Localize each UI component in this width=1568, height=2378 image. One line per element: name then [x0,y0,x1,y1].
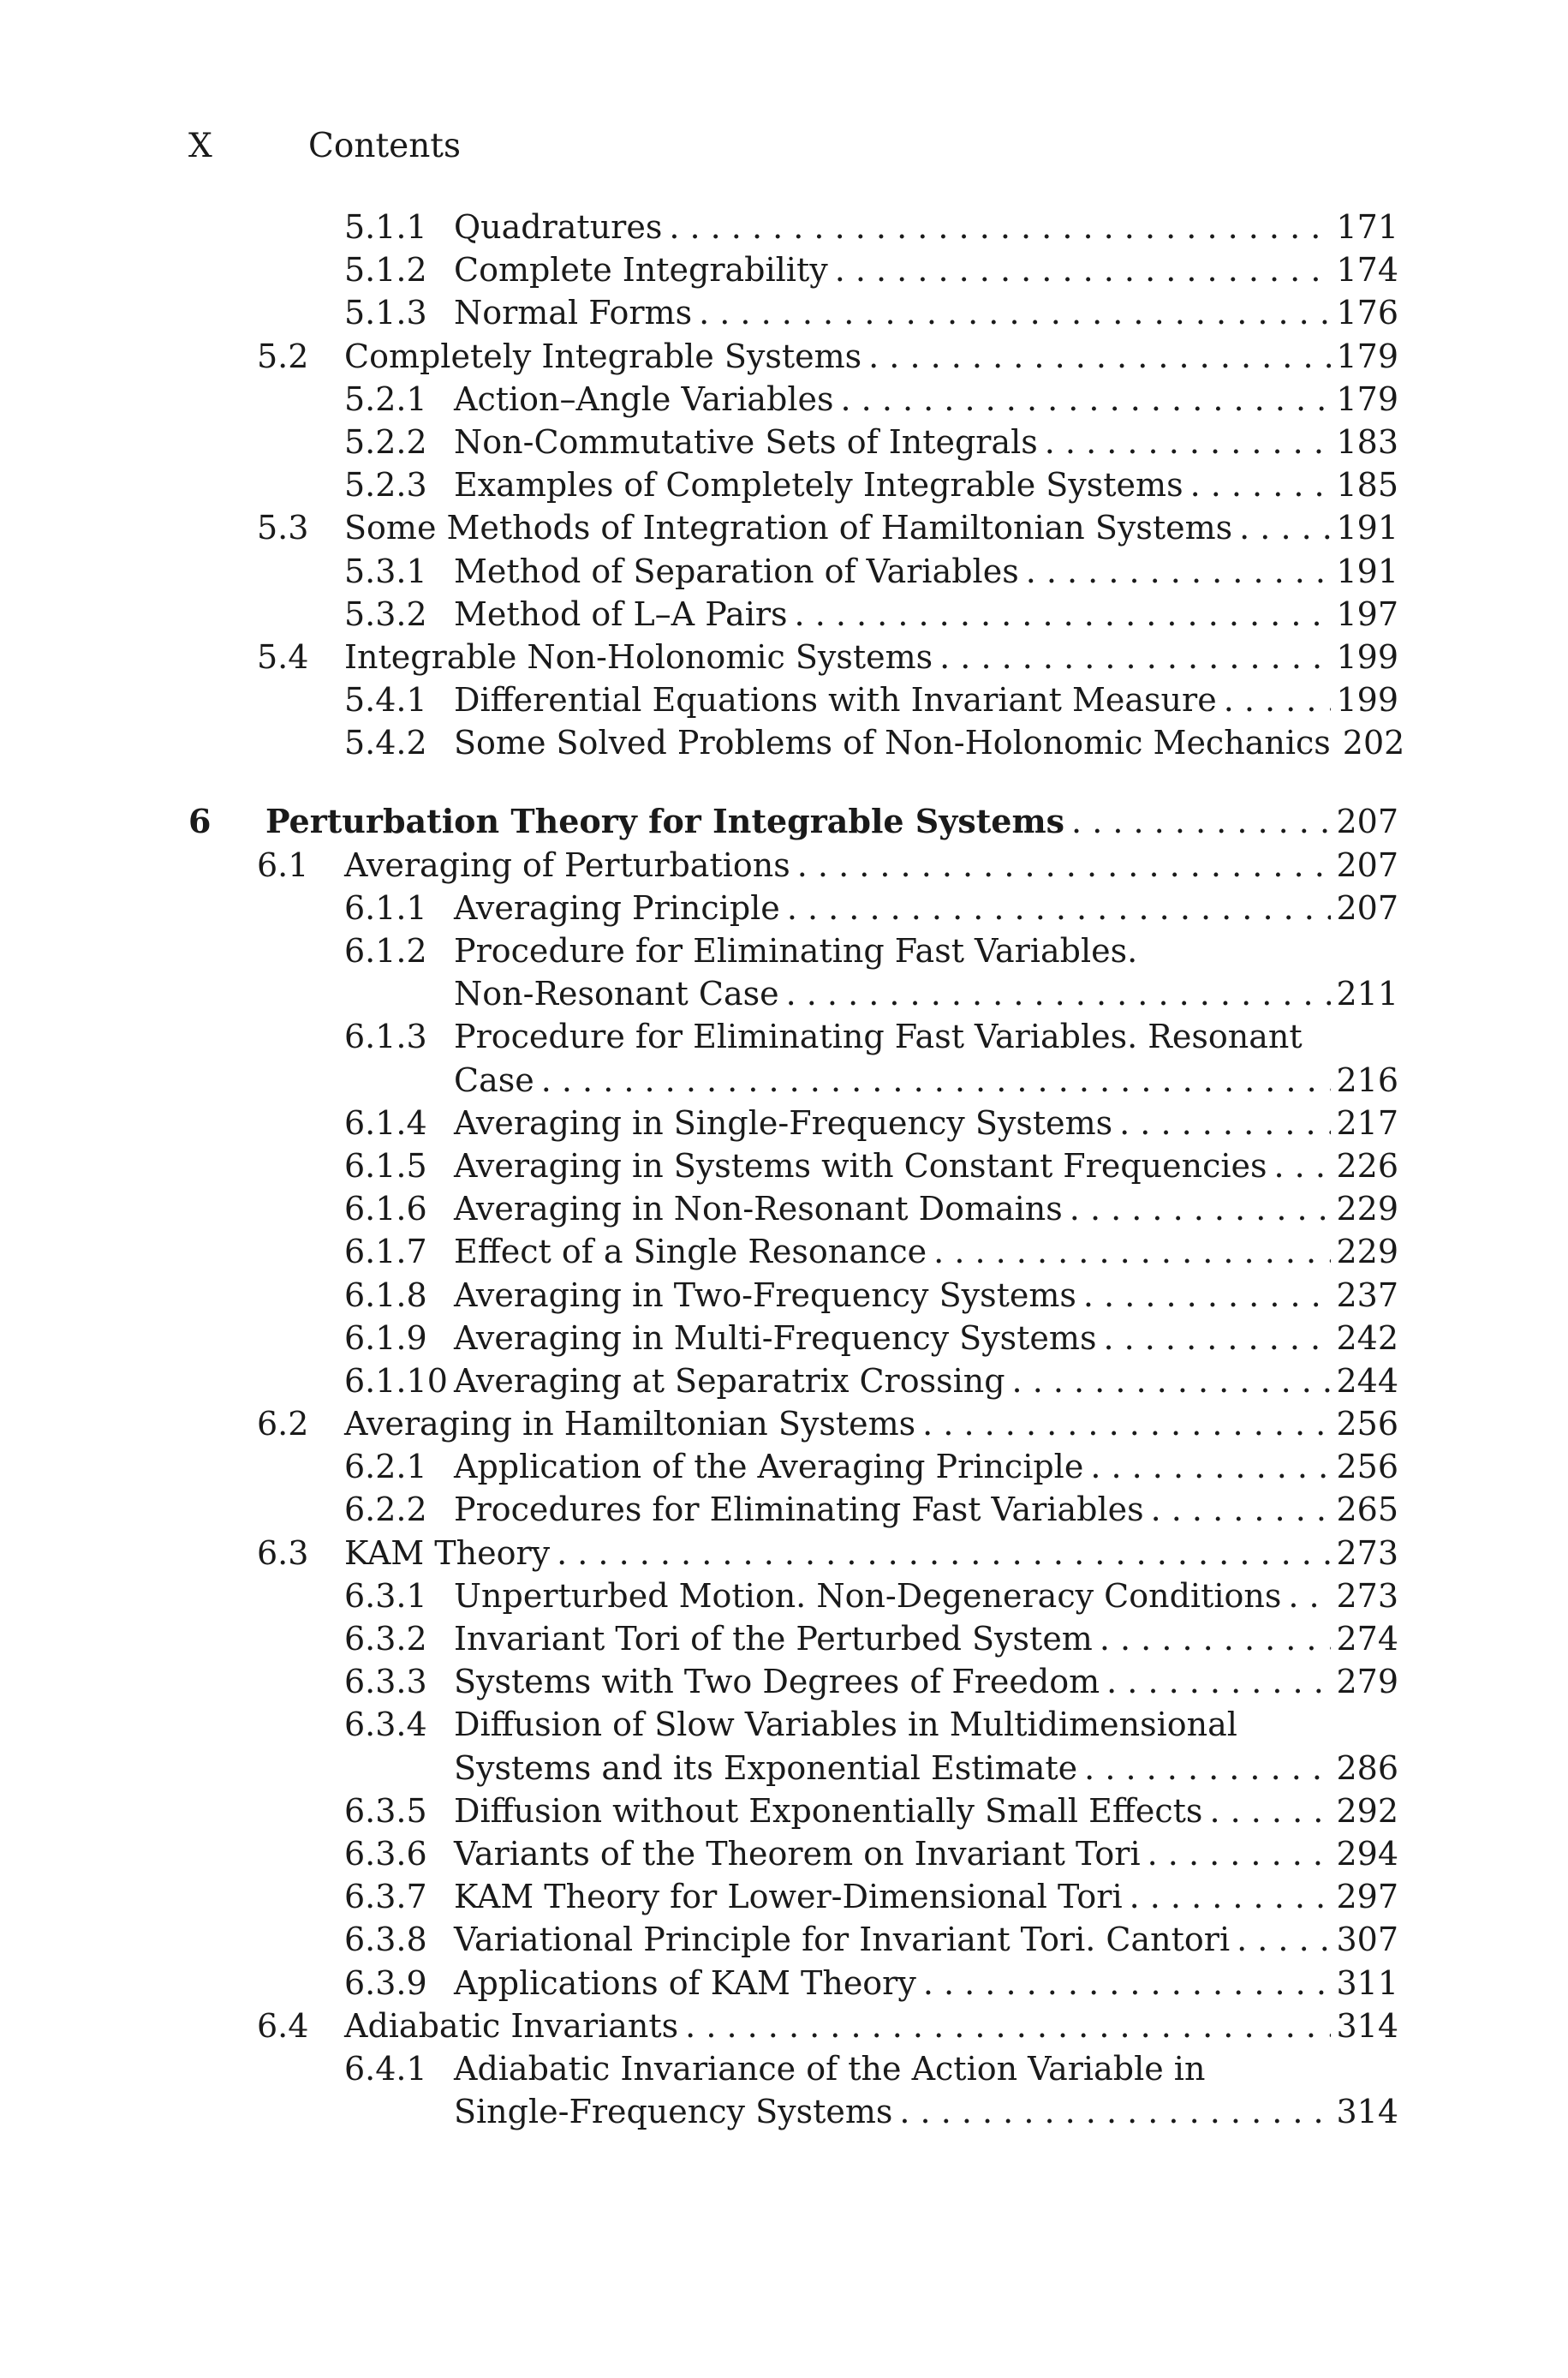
toc-entry-page: 242 [1336,1318,1398,1357]
toc-entry-number: 6 [188,802,212,841]
toc-entry-page: 211 [1336,975,1398,1013]
toc-entry-number: 6.1.8 [344,1276,427,1314]
toc-entry-title: Averaging in Two-Frequency Systems [454,1276,1076,1314]
toc-entry-title: Averaging in Multi-Frequency Systems [454,1318,1097,1357]
toc-entry-title: Averaging of Perturbations [344,845,790,884]
toc-entry-number: 5.2.2 [344,422,427,461]
toc-entry-title: Averaging in Non-Resonant Domains [454,1190,1063,1228]
dot-leader [1239,506,1331,549]
toc-entry-number: 6.3.4 [344,1706,427,1744]
toc-entry-title: KAM Theory for Lower-Dimensional Tori [454,1878,1123,1916]
toc-entry-title: Complete Integrability [454,251,828,290]
toc-entry [0,1230,1568,1273]
toc-entry-page: 273 [1336,1533,1398,1572]
toc-entry-number: 6.3 [257,1533,309,1572]
toc-entry-page: 216 [1336,1061,1398,1099]
toc-entry [0,887,1568,929]
toc-entry-number: 5.2 [257,337,309,375]
toc-entry-title: Procedures for Eliminating Fast Variables [454,1491,1144,1529]
dot-leader [1274,1144,1332,1187]
toc-entry [0,291,1568,334]
toc-entry-title: Single-Frequency Systems [454,2093,893,2131]
toc-entry-page: 207 [1336,845,1398,884]
toc-entry-number: 6.1.9 [344,1318,427,1357]
toc-entry-title: Method of Separation of Variables [454,552,1019,590]
toc-entry [0,378,1568,421]
toc-entry-number: 6.1.5 [344,1146,427,1185]
toc-entry-title: Systems with Two Degrees of Freedom [454,1663,1100,1701]
toc-entry [0,929,1568,972]
toc-entry-title: Variational Principle for Invariant Tori. Cantori [454,1921,1231,1959]
toc-entry [0,636,1568,678]
toc-entry-page: 191 [1336,552,1398,590]
toc-entry-page: 207 [1336,888,1398,927]
toc-entry-page: 279 [1336,1663,1398,1701]
table-of-contents [0,206,1568,2133]
dot-leader [1190,463,1332,506]
toc-entry-page: 199 [1336,681,1398,720]
dot-leader [1148,1832,1332,1875]
dot-leader [1237,1918,1331,1961]
toc-entry-page: 174 [1336,251,1398,290]
dot-leader [557,1532,1331,1574]
toc-entry [0,1359,1568,1402]
dot-leader [797,844,1332,887]
toc-entry-title: Variants of the Theorem on Invariant Tori [454,1834,1141,1873]
toc-entry-number: 5.1.3 [344,294,427,332]
toc-entry-title: Unperturbed Motion. Non-Degeneracy Conditions [454,1576,1282,1615]
toc-entry-page: 311 [1336,1963,1398,2002]
dot-leader [1090,1445,1331,1488]
dot-leader [1070,1187,1332,1230]
dot-leader [541,1059,1332,1102]
toc-entry-number: 6.1.6 [344,1190,427,1228]
toc-entry [0,1015,1568,1058]
toc-entry-title: Examples of Completely Integrable Systems [454,466,1183,505]
toc-entry-page: 199 [1336,637,1398,676]
toc-entry-number: 5.1.2 [344,251,427,290]
toc-entry-page: 179 [1336,379,1398,418]
toc-entry-page: 183 [1336,422,1398,461]
toc-entry-page: 244 [1336,1361,1398,1400]
toc-entry-number: 6.3.3 [344,1663,427,1701]
toc-entry-title: Averaging in Systems with Constant Frequencies [454,1146,1267,1185]
toc-entry [0,1445,1568,1488]
toc-entry-number: 5.3.1 [344,552,427,590]
toc-entry-title: Some Methods of Integration of Hamiltonian Systems [344,509,1233,547]
toc-entry [0,1962,1568,2005]
toc-entry-page: 229 [1336,1190,1398,1228]
toc-entry-number: 5.4.1 [344,681,427,720]
toc-entry-number: 6.1.3 [344,1018,427,1056]
toc-entry [0,1102,1568,1144]
dot-leader [868,335,1331,378]
page-numeral: X [188,127,212,165]
toc-entry [0,248,1568,291]
toc-entry-title: Averaging in Single-Frequency Systems [454,1103,1113,1142]
toc-entry-number: 6.2.2 [344,1491,427,1529]
toc-entry-page: 297 [1336,1878,1398,1916]
dot-leader [1045,421,1332,463]
dot-leader [922,1402,1331,1445]
toc-entry-number: 6.3.5 [344,1791,427,1830]
toc-entry-number: 5.3 [257,509,309,547]
toc-entry-title: KAM Theory [344,1533,551,1572]
dot-leader [1119,1102,1331,1144]
toc-entry-page: 292 [1336,1791,1398,1830]
toc-entry-page: 307 [1336,1921,1398,1959]
toc-entry-title: Differential Equations with Invariant Measure [454,681,1217,720]
toc-entry [0,1402,1568,1445]
toc-entry-title: Diffusion of Slow Variables in Multidimensional [454,1706,1237,1744]
toc-entry [0,1059,1568,1102]
toc-entry-title: Completely Integrable Systems [344,337,862,375]
toc-entry-number: 6.2.1 [344,1448,427,1486]
dot-leader [1071,800,1331,843]
toc-entry [0,844,1568,887]
toc-entry-page: 171 [1336,208,1398,246]
toc-entry-title: Adiabatic Invariance of the Action Variable in [454,2049,1206,2088]
dot-leader [899,2090,1331,2133]
toc-entry [0,1660,1568,1703]
toc-entry-number: 6.3.6 [344,1834,427,1873]
toc-entry-title: Systems and its Exponential Estimate [454,1748,1078,1787]
toc-entry-title: Some Solved Problems of Non-Holonomic Mechanics [454,724,1331,762]
dot-leader [685,2005,1331,2047]
toc-entry-page: 226 [1336,1146,1398,1185]
toc-entry [0,593,1568,636]
toc-entry-number: 5.4 [257,637,309,676]
toc-entry-page: 176 [1336,294,1398,332]
toc-entry-number: 5.3.2 [344,594,427,633]
toc-entry-number: 6.3.7 [344,1878,427,1916]
toc-entry-page: 286 [1336,1748,1398,1787]
toc-entry [0,1317,1568,1359]
toc-entry-title: Integrable Non-Holonomic Systems [344,637,933,676]
toc-entry-title: Quadratures [454,208,663,246]
toc-entry-number: 6.1.4 [344,1103,427,1142]
dot-leader [1103,1317,1331,1359]
toc-entry-number: 5.1.1 [344,208,427,246]
toc-entry [0,972,1568,1015]
dot-leader [1012,1359,1332,1402]
dot-leader [669,206,1331,248]
dot-leader [1288,1574,1331,1617]
dot-leader [1106,1660,1331,1703]
toc-entry-page: 314 [1336,2006,1398,2045]
toc-entry-page: 207 [1336,803,1398,841]
toc-entry-number: 6.1.1 [344,888,427,927]
toc-entry [0,1875,1568,1918]
dot-leader [939,636,1331,678]
dot-leader [1224,678,1332,721]
toc-entry [0,550,1568,593]
toc-entry [0,1832,1568,1875]
toc-entry [0,1617,1568,1660]
toc-entry-number: 6.4 [257,2006,309,2045]
toc-entry-number: 6.3.1 [344,1576,427,1615]
toc-entry-number: 6.1.10 [344,1361,448,1400]
toc-entry-title: Non-Commutative Sets of Integrals [454,422,1038,461]
toc-entry-page: 274 [1336,1620,1398,1658]
dot-leader [1130,1875,1332,1918]
toc-entry [0,721,1568,764]
toc-entry-page: 256 [1336,1405,1398,1443]
toc-entry [0,206,1568,248]
toc-entry [0,1918,1568,1961]
toc-entry-page: 265 [1336,1491,1398,1529]
toc-entry-number: 6.3.9 [344,1963,427,2002]
dot-leader [923,1962,1332,2005]
dot-leader [1026,550,1332,593]
toc-entry [0,2047,1568,2090]
toc-entry-page: 294 [1336,1834,1398,1873]
toc-entry [0,1488,1568,1531]
toc-entry [0,421,1568,463]
toc-entry [0,800,1568,843]
toc-entry-number: 6.4.1 [344,2049,427,2088]
toc-entry [0,1532,1568,1574]
running-header [188,127,461,165]
toc-entry-page: 202 [1342,724,1405,762]
dot-leader [1100,1617,1332,1660]
dot-leader [835,248,1332,291]
toc-entry [0,1703,1568,1746]
toc-entry-page: 185 [1336,466,1398,505]
toc-entry-title: Perturbation Theory for Integrable Systems [265,802,1065,841]
toc-entry-title: Invariant Tori of the Perturbed System [454,1620,1093,1658]
toc-entry-page: 197 [1336,594,1398,633]
toc-entry-page: 256 [1336,1448,1398,1486]
dot-leader [1083,1274,1332,1317]
toc-entry-title: Averaging in Hamiltonian Systems [344,1405,916,1443]
toc-entry [0,1574,1568,1617]
toc-entry-title: Application of the Averaging Principle [454,1448,1084,1486]
dot-leader [786,972,1332,1015]
toc-entry-number: 6.3.8 [344,1921,427,1959]
dot-leader [795,593,1332,636]
toc-entry-number: 6.1.2 [344,932,427,970]
toc-entry-title: Action–Angle Variables [454,379,834,418]
toc-entry-number: 5.2.3 [344,466,427,505]
toc-entry [0,2090,1568,2133]
toc-entry [0,506,1568,549]
toc-entry-page: 314 [1336,2093,1398,2131]
toc-entry [0,2005,1568,2047]
toc-entry-number: 6.2 [257,1405,309,1443]
toc-entry-title: Non-Resonant Case [454,975,779,1013]
toc-entry-page: 191 [1336,509,1398,547]
toc-entry-title: Normal Forms [454,294,693,332]
toc-entry-page: 229 [1336,1233,1398,1271]
toc-entry-title: Procedure for Eliminating Fast Variables. [454,932,1138,970]
toc-entry [0,463,1568,506]
toc-entry-page: 217 [1336,1103,1398,1142]
running-title: Contents [308,127,461,165]
toc-entry-title: Averaging at Separatrix Crossing [454,1361,1005,1400]
toc-entry-title: Method of L–A Pairs [454,594,788,633]
toc-entry-number: 6.1.7 [344,1233,427,1271]
toc-entry [0,1274,1568,1317]
toc-entry-title: Averaging Principle [454,888,780,927]
toc-entry [0,1144,1568,1187]
dot-leader [787,887,1332,929]
dot-leader [1084,1747,1331,1789]
toc-entry-number: 5.2.1 [344,379,427,418]
chapter-gap [0,764,1568,800]
dot-leader [699,291,1331,334]
toc-entry-title: Case [454,1061,534,1099]
dot-leader [841,378,1332,421]
toc-entry [0,1187,1568,1230]
toc-entry-title: Effect of a Single Resonance [454,1233,927,1271]
dot-leader [1151,1488,1332,1531]
toc-entry-page: 179 [1336,337,1398,375]
toc-entry-number: 6.3.2 [344,1620,427,1658]
toc-entry-title: Applications of KAM Theory [454,1963,916,2002]
toc-entry-number: 6.1 [257,845,309,884]
toc-entry-title: Procedure for Eliminating Fast Variables. Resonant [454,1018,1303,1056]
dot-leader [933,1230,1331,1273]
toc-entry [0,1789,1568,1832]
toc-entry [0,335,1568,378]
toc-entry [0,678,1568,721]
toc-entry-page: 273 [1336,1576,1398,1615]
toc-entry-number: 5.4.2 [344,724,427,762]
toc-entry-title: Adiabatic Invariants [344,2006,679,2045]
toc-entry-title: Diffusion without Exponentially Small Effects [454,1791,1203,1830]
dot-leader [1209,1789,1331,1832]
toc-entry-page: 237 [1336,1276,1398,1314]
toc-entry [0,1747,1568,1789]
